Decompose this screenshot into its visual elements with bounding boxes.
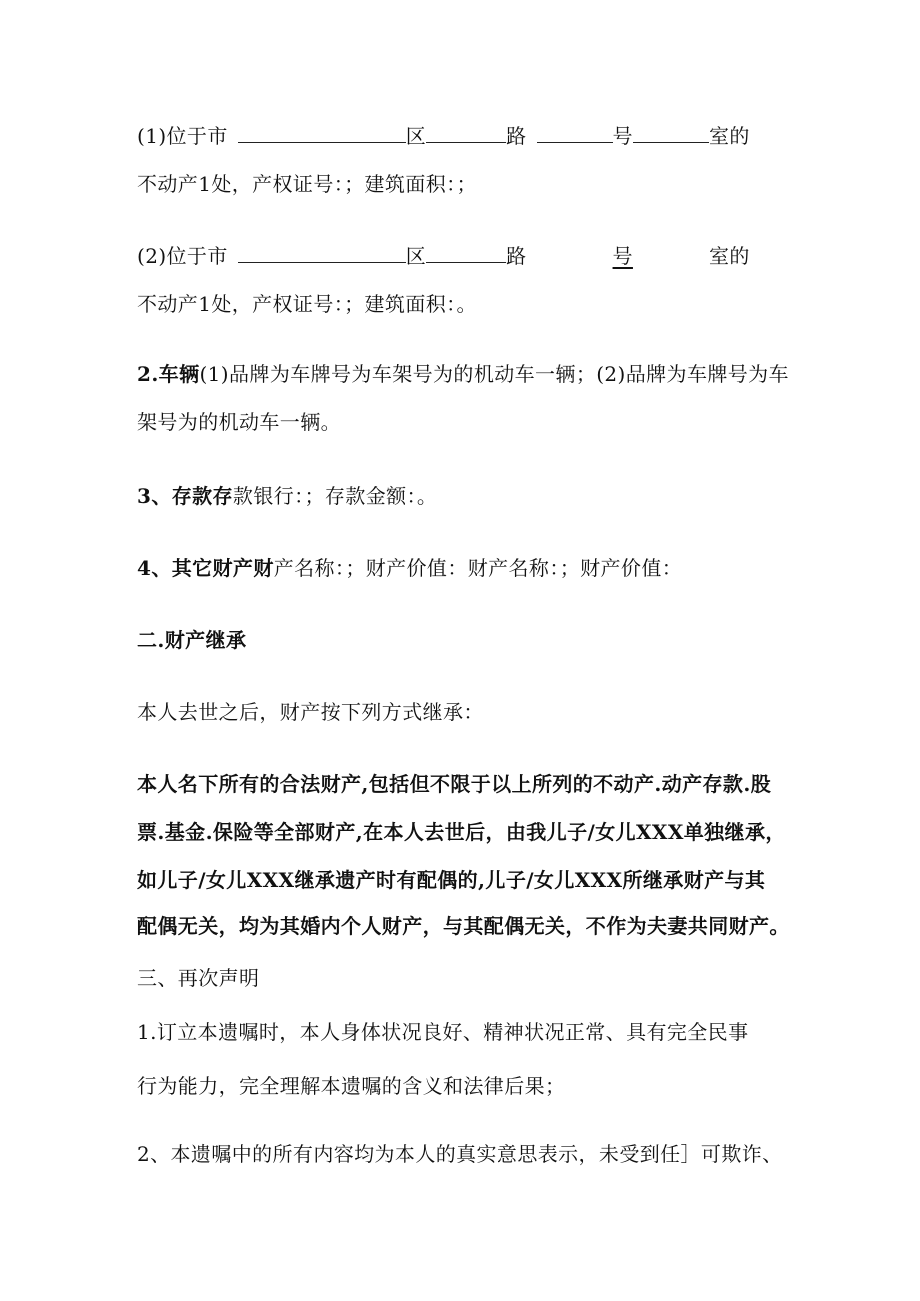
room-label-2: 室的	[708, 244, 750, 268]
other-property-text: 产名称：；财产价值：财产名称：；财产价值：	[273, 556, 683, 580]
deposit-text: 款银行：；存款金额：。	[232, 484, 438, 508]
room-label: 室的	[708, 124, 750, 148]
city-blank	[238, 122, 406, 143]
other-property-heading: 4、其它财产财	[137, 556, 274, 580]
inheritance-intro: 本人去世之后，财产按下列方式继承：	[137, 700, 484, 724]
district-label: 区	[405, 124, 427, 148]
road-label: 路	[506, 124, 527, 148]
number-blank	[633, 122, 709, 143]
realty-item-2-detail: 不动产1处，产权证号：；建筑面积：。	[137, 292, 477, 316]
realty-item-2-line-1	[137, 242, 750, 268]
other-property-line	[137, 556, 682, 580]
declaration-item-1-line-1: 1.订立本遗嘱时，本人身体状况良好、精神状况正常、具有完全民事	[137, 1020, 749, 1044]
district-blank	[426, 122, 506, 143]
vehicle-heading: 2.车辆	[137, 362, 200, 386]
number-label: 号	[612, 124, 633, 148]
realty-item-1-lead: (1)位于市	[137, 124, 228, 148]
road-label-2: 路	[506, 244, 527, 268]
city-blank-2	[238, 242, 406, 263]
realty-item-2-lead: (2)位于市	[137, 244, 228, 268]
realty-item-1-line-1	[137, 122, 750, 148]
district-blank-2	[426, 242, 506, 263]
inheritance-heading: 二.财产继承	[137, 628, 247, 652]
declaration-item-2-line-1: 2、本遗嘱中的所有内容均为本人的真实意思表示，未受到任］可欺诈、	[137, 1142, 783, 1166]
number-label-2: 号	[612, 244, 633, 268]
inheritance-clause-line-2: 票.基金.保险等全部财产,在本人去世后，由我儿子/女儿XXX单独继承，	[137, 820, 786, 844]
vehicle-line-1	[137, 362, 789, 386]
inheritance-clause-line-3: 如儿子/女儿XXX继承遗产时有配偶的,儿子/女儿XXX所继承财产与其	[137, 868, 766, 892]
inheritance-clause-line-4: 配偶无关，均为其婚内个人财产，与其配偶无关，不作为夫妻共同财产。	[137, 914, 790, 938]
declaration-item-1-line-2: 行为能力，完全理解本遗嘱的含义和法律后果；	[137, 1074, 566, 1098]
vehicle-line-2: 架号为的机动车一辆。	[137, 410, 341, 434]
deposit-heading: 3、存款存	[137, 484, 233, 508]
road-blank	[537, 122, 613, 143]
realty-item-1-detail: 不动产1处，产权证号：；建筑面积：；	[137, 172, 477, 196]
district-label-2: 区	[405, 244, 427, 268]
deposit-line	[137, 484, 437, 508]
declaration-heading: 三、再次声明	[137, 966, 260, 990]
inheritance-clause-line-1: 本人名下所有的合法财产,包括但不限于以上所列的不动产.动产存款.股	[137, 772, 772, 796]
vehicle-text-1: (1)品牌为车牌号为车架号为的机动车一辆；(2)品牌为车牌号为车	[199, 362, 789, 386]
